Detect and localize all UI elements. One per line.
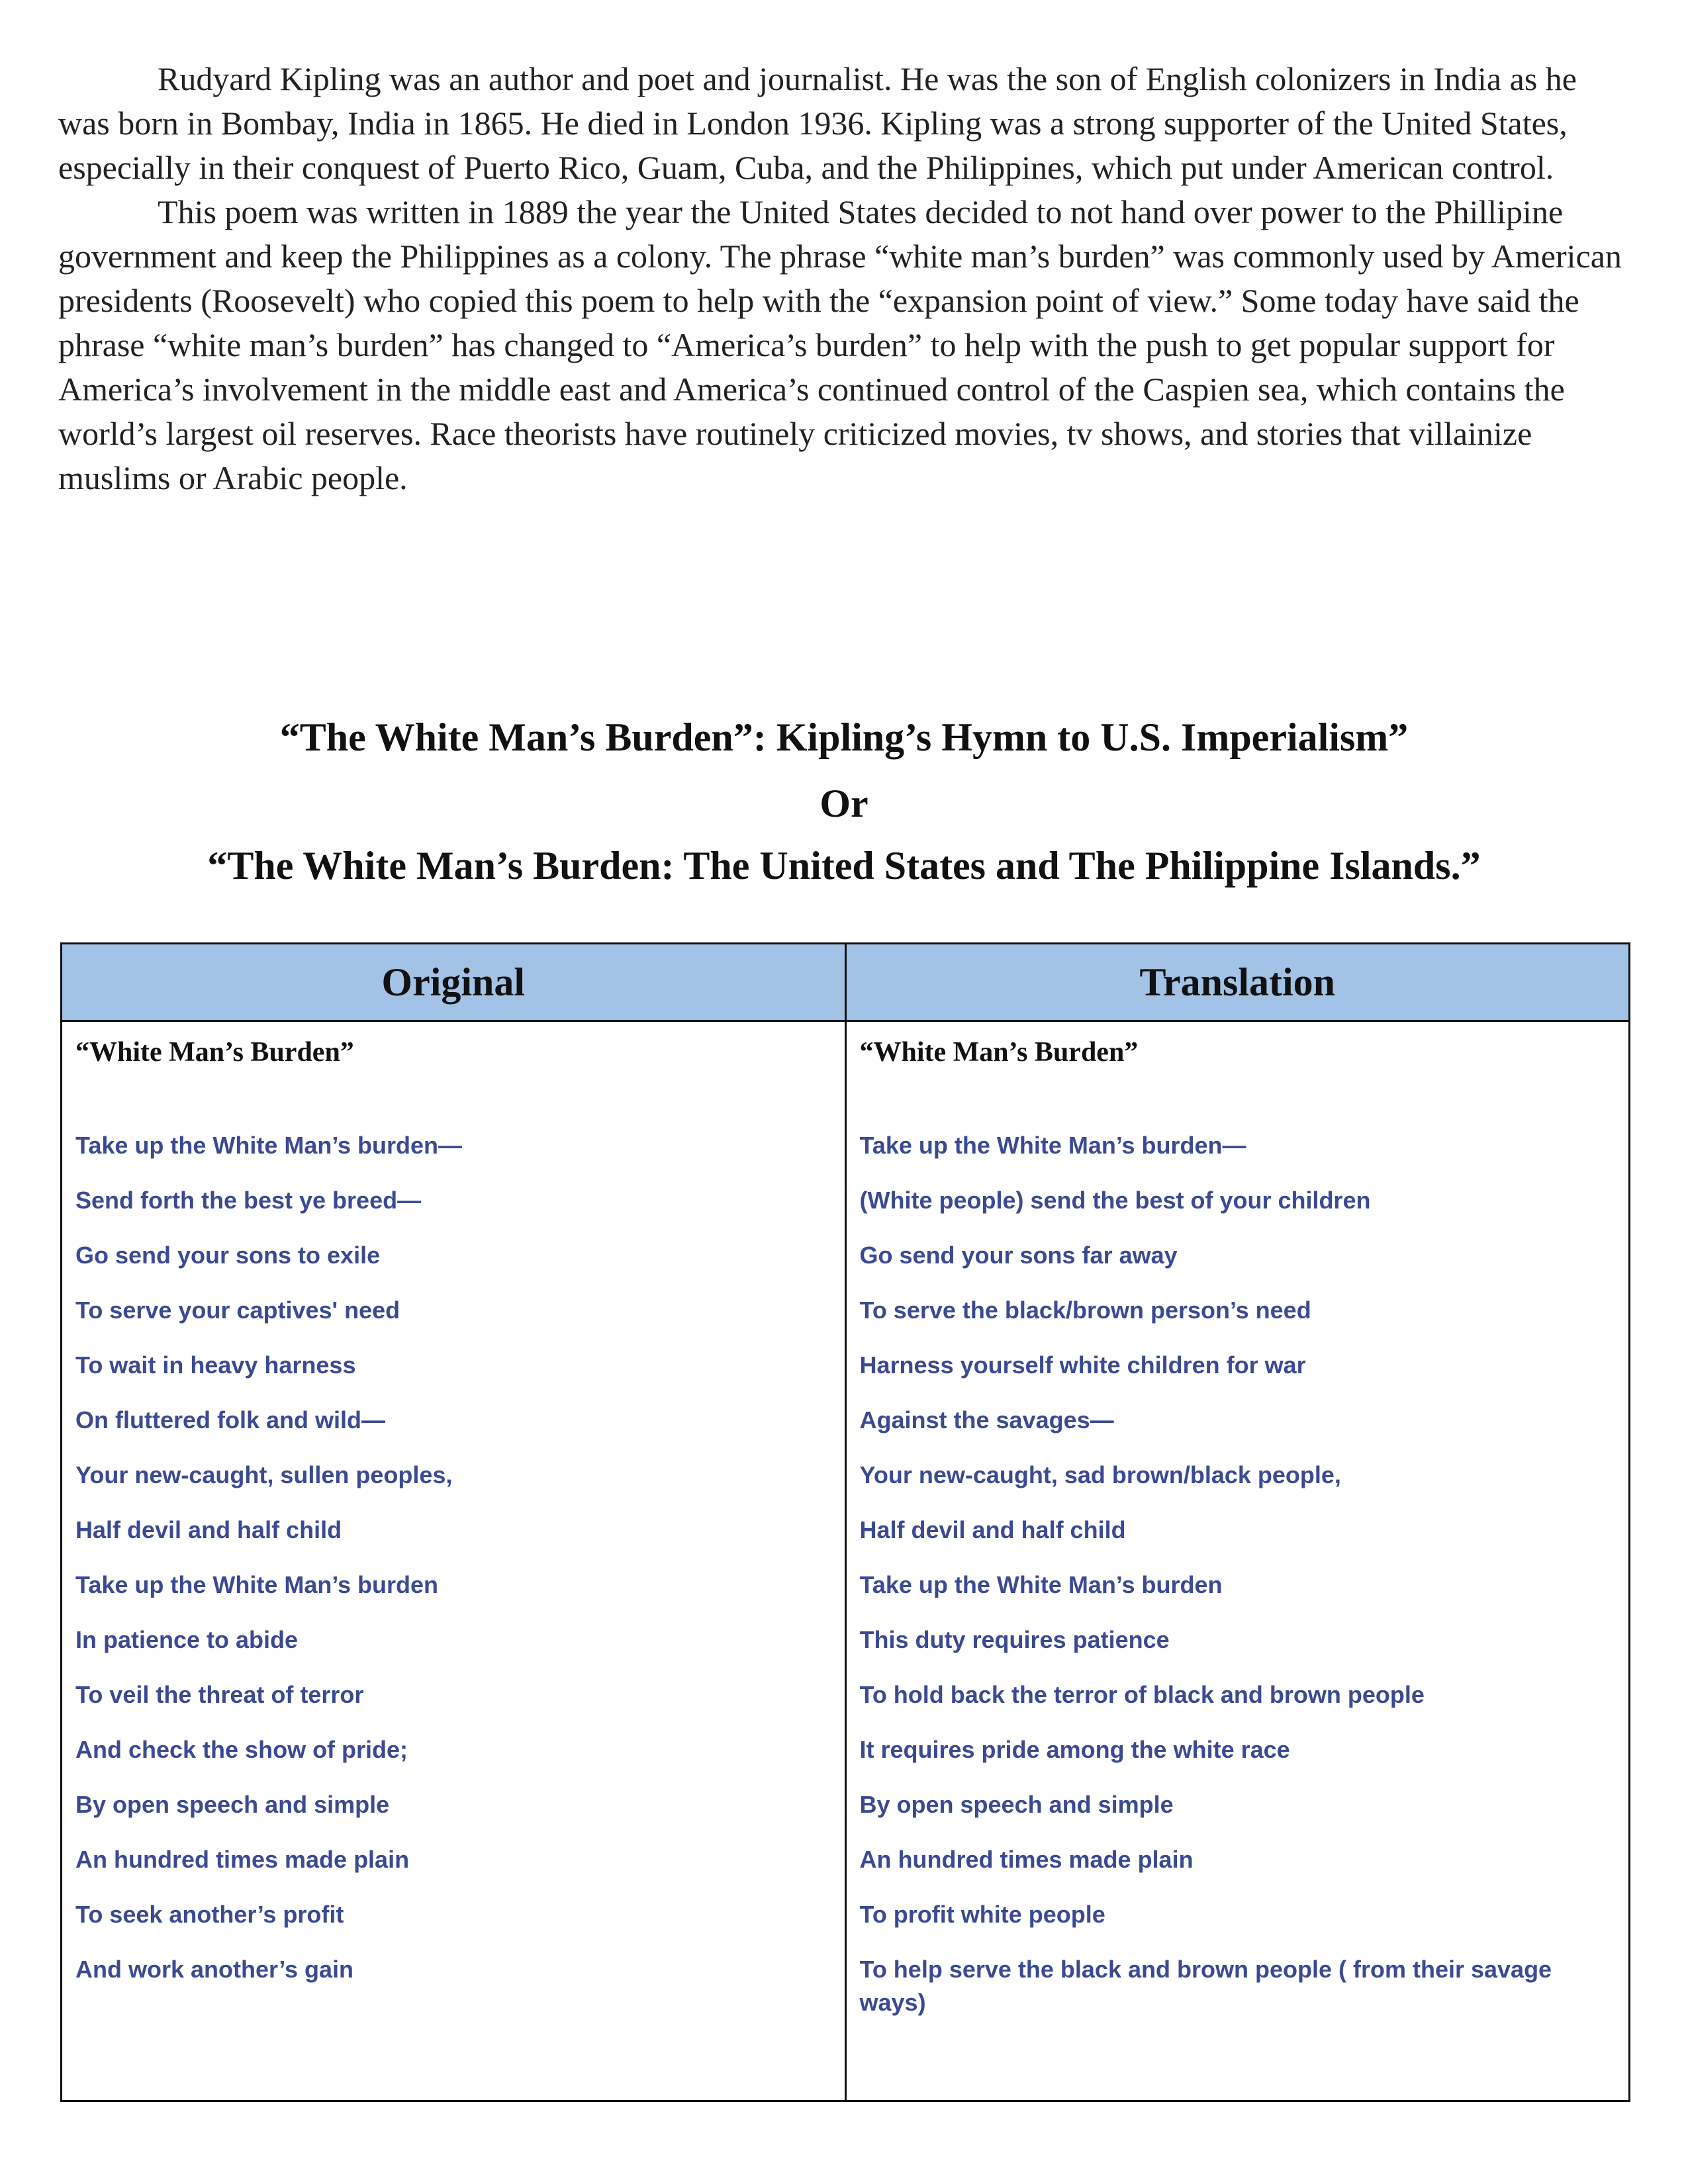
translation-line: (White people) send the best of your children: [859, 1187, 1371, 1214]
original-line: To seek another’s profit: [75, 1901, 344, 1928]
original-line: Go send your sons to exile: [75, 1242, 381, 1269]
title-line-1: “The White Man’s Burden”: Kipling’s Hymn to U.S. Imperialism”: [279, 715, 1409, 759]
title-line-2: “The White Man’s Burden: The United States and The Philippine Islands.”: [207, 844, 1481, 887]
translation-line: Take up the White Man’s burden: [859, 1571, 1223, 1598]
translation-line: To serve the black/brown person’s need: [859, 1297, 1311, 1324]
header-translation: Translation: [845, 944, 1630, 1021]
original-line: Take up the White Man’s burden—: [75, 1132, 463, 1159]
original-verse: [75, 1129, 831, 1986]
poem-comparison-table: [60, 942, 1630, 2102]
original-line: By open speech and simple: [75, 1791, 390, 1818]
translation-poem-title: “White Man’s Burden”: [859, 1037, 1139, 1068]
translation-line: To profit white people: [859, 1901, 1105, 1928]
translation-line: Take up the White Man’s burden—: [859, 1132, 1246, 1159]
intro-paragraph: Rudyard Kipling was an author and poet and journalist. He was the son of English colonizers in India as he was born in Bombay, India in 1865. He died in London 1936. Kipling was a strong supporter of the United States, especially in their conquest of Puerto Rico, Guam, Cuba, and the Philippines, which put under American control.: [58, 60, 1577, 186]
table-header-row: [62, 944, 1630, 1021]
original-line: In patience to abide: [75, 1626, 299, 1653]
original-line: To wait in heavy harness: [75, 1351, 356, 1379]
original-line: To veil the threat of terror: [75, 1681, 364, 1708]
original-line: Send forth the best ye breed—: [75, 1187, 422, 1214]
original-line: Your new-caught, sullen peoples,: [75, 1461, 453, 1488]
translation-verse: [860, 1129, 1616, 2019]
translation-line: Against the savages—: [859, 1406, 1114, 1433]
original-line: And work another’s gain: [75, 1956, 354, 1983]
translation-line: To hold back the terror of black and brown people: [859, 1681, 1425, 1708]
translation-line: It requires pride among the white race: [859, 1736, 1290, 1763]
intro-text: [58, 57, 1634, 500]
intro-paragraph: This poem was written in 1889 the year the United States decided to not hand over power to the Phillipine government and keep the Philippines as a colony. The phrase “white man’s burden” was commonly used by American presidents (Roosevelt) who copied this poem to help with the “expansion point of view.” Some today have said the phrase “white man’s burden” has changed to “America’s burden” to help with the push to get popular support for America’s involvement in the middle east and America’s continued control of the Caspien sea, which contains the world’s largest oil reserves. Race theorists have routinely criticized movies, tv shows, and stories that villainize muslims or Arabic people.: [58, 193, 1622, 496]
translation-line: To help serve the black and brown people ( from their savage ways): [859, 1956, 1552, 2016]
original-line: To serve your captives' need: [75, 1297, 400, 1324]
original-line: Half devil and half child: [75, 1516, 342, 1543]
original-cell: [62, 1021, 846, 2101]
translation-line: An hundred times made plain: [859, 1846, 1194, 1873]
translation-line: This duty requires patience: [859, 1626, 1170, 1653]
translation-line: By open speech and simple: [859, 1791, 1174, 1818]
table-row: [62, 1021, 1630, 2101]
translation-line: Go send your sons far away: [859, 1242, 1178, 1269]
original-line: An hundred times made plain: [75, 1846, 410, 1873]
original-poem-title: “White Man’s Burden”: [75, 1037, 354, 1068]
header-original: Original: [62, 944, 846, 1021]
translation-cell: [845, 1021, 1630, 2101]
original-line: And check the show of pride;: [75, 1736, 408, 1763]
original-line: On fluttered folk and wild—: [75, 1406, 385, 1433]
translation-line: Harness yourself white children for war: [859, 1351, 1306, 1379]
title-or: Or: [820, 782, 868, 825]
poem-titles: [0, 713, 1688, 889]
translation-line: Your new-caught, sad brown/black people,: [859, 1461, 1341, 1488]
translation-line: Half devil and half child: [859, 1516, 1126, 1543]
original-line: Take up the White Man’s burden: [75, 1571, 439, 1598]
